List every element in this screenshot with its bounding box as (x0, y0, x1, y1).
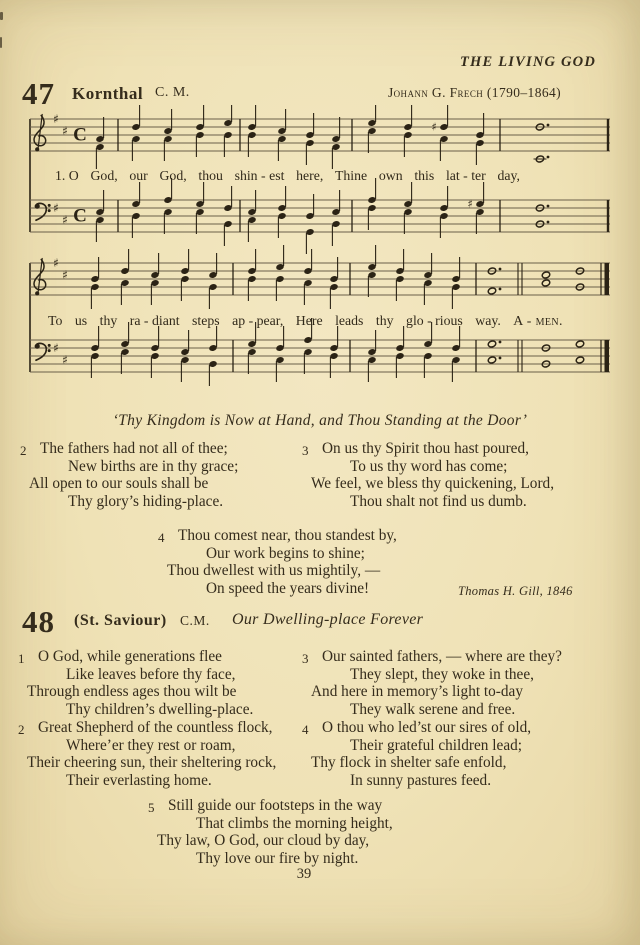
key-signature-sharp: ♯ (62, 268, 68, 282)
hymn-47-tune-name: Kornthal (72, 84, 144, 103)
verse-line: Thou shalt not find us dumb. (350, 492, 527, 510)
hymn-47-verse-3 (302, 440, 554, 510)
verse-number: 4 (302, 722, 309, 737)
lyric-word: leads (335, 313, 364, 328)
verse-line: Still guide our footsteps in the way (168, 797, 383, 814)
hymn-48-verse-1 (18, 648, 253, 718)
notehead (575, 340, 584, 348)
lyric-word: thy (99, 313, 118, 328)
verse-number: 3 (302, 443, 309, 458)
verse-line: Thy children’s dwelling-place. (66, 700, 254, 718)
verse-line: Thy glory’s hiding-place. (68, 492, 224, 510)
augmentation-dot (547, 205, 550, 208)
treble-clef (34, 115, 46, 152)
scan-artifact (0, 37, 2, 48)
verse-number: 1 (18, 651, 25, 666)
key-signature-sharp: ♯ (62, 124, 68, 138)
notehead (487, 287, 496, 295)
verse-number: 3 (302, 651, 309, 666)
lyric-word: here, (296, 168, 324, 183)
lyric-word: thou (198, 168, 223, 183)
accidental-sharp: ♯ (431, 120, 437, 134)
verse-line: Thou comest near, thou standest by, (178, 527, 397, 544)
augmentation-dot (499, 288, 502, 291)
augmentation-dot (547, 156, 550, 159)
verse-number: 2 (20, 443, 27, 458)
treble-clef (34, 259, 46, 296)
verse-line: That climbs the morning height, (196, 814, 393, 832)
hymn-48-number: 48 (22, 604, 55, 639)
lyric-word: our (129, 168, 148, 183)
verse-line: Thy flock in shelter safe enfold, (311, 754, 507, 772)
verse-line: Their everlasting home. (66, 771, 212, 789)
time-signature: C (73, 124, 87, 146)
verse-line: To us thy word has come; (350, 457, 508, 475)
augmentation-dot (547, 221, 550, 224)
music-notation (0, 105, 640, 405)
lyric-word: ra - diant (129, 313, 180, 328)
lyric-word: God, (159, 168, 187, 183)
hymn-48-title: Our Dwelling-place Forever (232, 611, 424, 628)
verse-line: On us thy Spirit thou hast poured, (322, 440, 529, 457)
verse-line: On speed the years divine! (206, 579, 370, 597)
hymn-48-verse-5 (148, 797, 393, 867)
verse-line: Our work begins to shine; (206, 544, 365, 562)
bass-clef (35, 343, 51, 360)
notehead (575, 356, 584, 364)
lyric-word: this (414, 168, 435, 183)
lyric-word: thy (375, 313, 394, 328)
lyric-word: ap - pear, (232, 313, 284, 328)
notehead (541, 271, 550, 279)
lyric-word: Thine (334, 168, 368, 183)
lyric-word: steps (192, 313, 220, 328)
key-signature-sharp: ♯ (62, 353, 68, 367)
lyrics-line-1 (55, 168, 520, 184)
verse-line: Their cheering sun, their sheltering rock, (27, 754, 277, 772)
verse-line: And here in memory’s light to-day (311, 683, 523, 701)
verse-line: We feel, we bless thy quickening, Lord, (311, 475, 555, 493)
verse-number: 5 (148, 800, 155, 815)
verse-line: Their grateful children lead; (350, 736, 523, 754)
verse-line: Great Shepherd of the countless flock, (38, 719, 273, 736)
verse-line: Thy law, O God, our cloud by day, (157, 832, 370, 850)
hymn-47-meter: C. M. (155, 85, 190, 100)
key-signature-sharp: ♯ (53, 341, 59, 355)
verse-line: All open to our souls shall be (29, 475, 209, 493)
lyric-word: us (74, 313, 88, 328)
notehead (541, 279, 550, 287)
key-signature-sharp: ♯ (62, 213, 68, 227)
hymn-47-verse-2 (20, 440, 238, 510)
lyric-word: A - men. (513, 313, 563, 328)
notehead (487, 340, 496, 348)
hymn-48-tune-name: (St. Saviour) (74, 612, 167, 629)
key-signature-sharp: ♯ (53, 201, 59, 215)
verse-line: In sunny pastures feed. (350, 771, 492, 789)
verse-line: Like leaves before thy face, (66, 665, 236, 683)
lyrics-line-2 (48, 313, 563, 329)
lyric-word: God, (90, 168, 118, 183)
final-barline (605, 263, 610, 295)
verse-line: They slept, they woke in thee, (350, 665, 534, 683)
lyric-word: day, (497, 168, 520, 183)
running-head: THE LIVING GOD (459, 54, 596, 70)
lyric-word: own (378, 168, 403, 183)
hymn-47-verse-4 (158, 527, 397, 597)
time-signature: C (73, 205, 87, 227)
lyric-word: shin - est (234, 168, 285, 183)
verse-line: O God, while generations flee (38, 648, 222, 665)
bass-clef (35, 203, 51, 220)
hymn-47-number: 47 (22, 76, 55, 111)
lyric-word: way. (475, 313, 501, 328)
hymn-48-verse-3 (302, 648, 562, 718)
scan-artifact (0, 12, 3, 20)
verse-line: Our sainted fathers, — where are they? (322, 648, 562, 665)
key-signature-sharp: ♯ (53, 256, 59, 270)
hymn-47-attribution: Thomas H. Gill, 1846 (458, 584, 573, 598)
lyric-word: lat - ter (445, 168, 486, 183)
augmentation-dot (499, 357, 502, 360)
augmentation-dot (499, 341, 502, 344)
notehead (487, 356, 496, 364)
verse-line: Through endless ages thou wilt be (27, 683, 237, 701)
scripture-quote: ‘Thy Kingdom is Now at Hand, and Thou Standing at the Door’ (112, 412, 528, 429)
lyric-word: glo - rious (406, 313, 463, 328)
page-number: 39 (296, 866, 312, 882)
verse-line: New births are in thy grace; (68, 457, 239, 475)
verse-line: Where’er they rest or roam, (66, 736, 236, 754)
verse-line: The fathers had not all of thee; (40, 440, 228, 457)
hymn-47-composer: Johann G. Frech (1790–1864) (388, 85, 562, 100)
hymn-48-verse-2 (18, 719, 276, 789)
augmentation-dot (547, 124, 550, 127)
verse-number: 4 (158, 530, 165, 545)
lyric-word: 1. O (55, 168, 79, 183)
verse-number: 2 (18, 722, 25, 737)
augmentation-dot (499, 268, 502, 271)
verse-line: O thou who led’st our sires of old, (322, 719, 532, 736)
final-barline (605, 340, 610, 372)
lyric-word: Here (295, 313, 323, 328)
key-signature-sharp: ♯ (53, 112, 59, 126)
verse-line: Thy love our fire by night. (196, 849, 359, 867)
accidental-sharp: ♯ (467, 197, 473, 211)
verse-line: They walk serene and free. (350, 700, 516, 718)
lyric-word: To (48, 313, 63, 328)
verse-line: Thou dwellest with us mightily, — (167, 562, 381, 580)
hymn-48-verse-4 (302, 719, 531, 789)
hymn-48-meter: C.M. (180, 613, 210, 628)
